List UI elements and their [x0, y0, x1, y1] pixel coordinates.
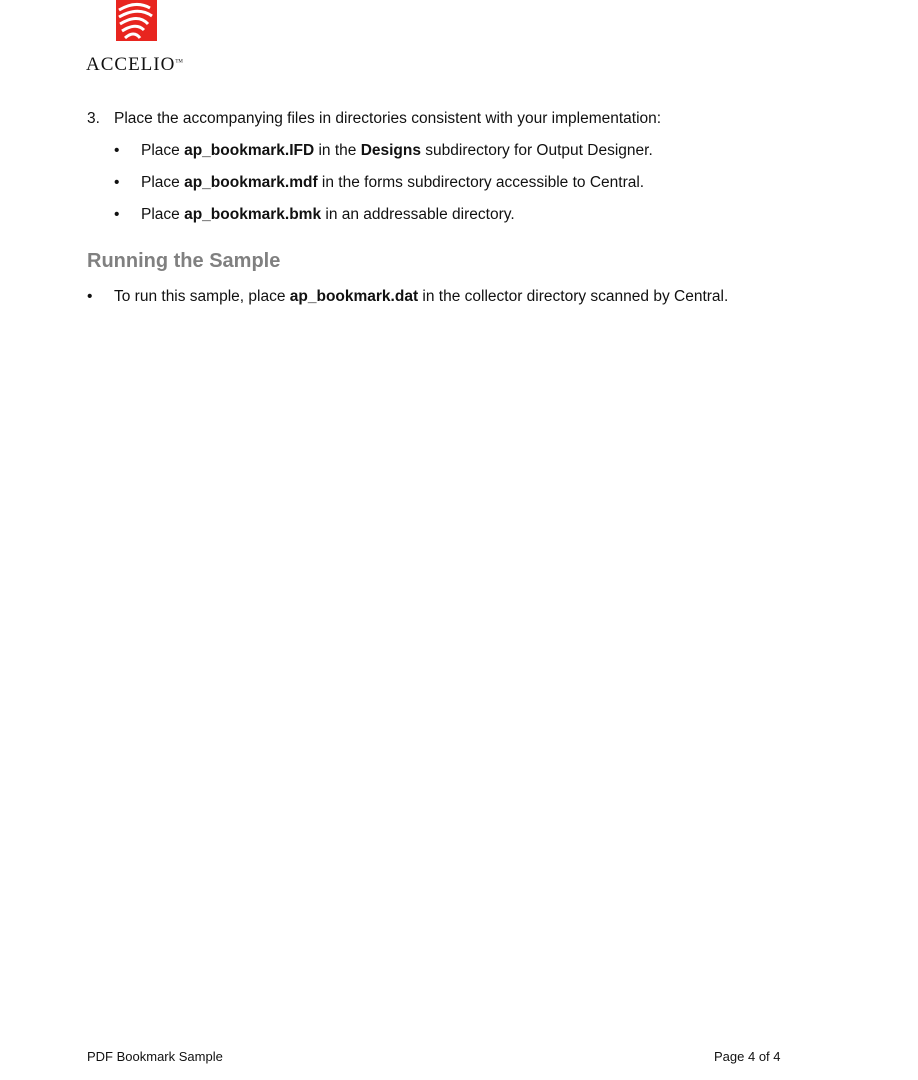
- section-heading: Running the Sample: [87, 250, 281, 272]
- accelio-logo-icon: [116, 0, 157, 41]
- footer-page-number: Page 4 of 4: [714, 1049, 781, 1064]
- footer-title: PDF Bookmark Sample: [87, 1049, 223, 1064]
- logo-text: ACCELIO™: [86, 54, 183, 75]
- bullet-dot: •: [114, 142, 120, 159]
- step-text: Place the accompanying files in directories consistent with your implementation:: [114, 110, 662, 127]
- run-instruction: To run this sample, place ap_bookmark.dat in the collector directory scanned by Central.: [114, 288, 729, 305]
- bullet-item: Place ap_bookmark.bmk in an addressable directory.: [141, 206, 515, 223]
- step-number: 3.: [87, 110, 100, 127]
- bullet-dot: •: [114, 206, 120, 223]
- bullet-item: Place ap_bookmark.mdf in the forms subdirectory accessible to Central.: [141, 174, 645, 191]
- bullet-dot: •: [114, 174, 120, 191]
- bullet-item: Place ap_bookmark.IFD in the Designs subdirectory for Output Designer.: [141, 142, 653, 159]
- bullet-dot: •: [87, 288, 93, 305]
